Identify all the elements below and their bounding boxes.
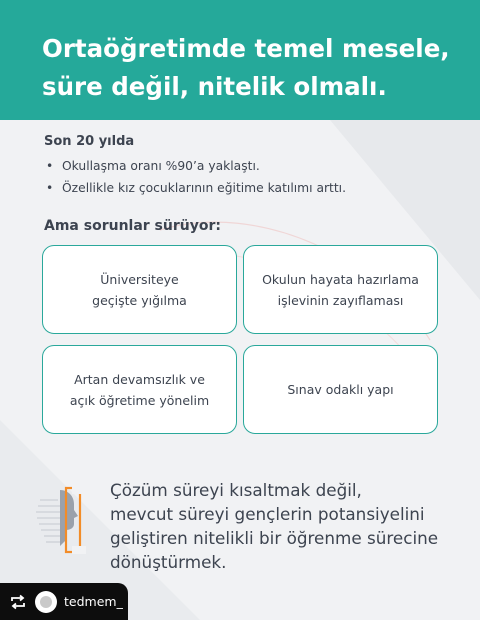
problems-heading: Ama sorunlar sürüyor: [44,218,221,234]
problem-card-exam-focus [243,345,438,434]
problem-card-absenteeism [42,345,237,434]
card-line: açık öğretime yönelim [69,392,210,408]
card-line: geçişte yığılma [92,292,187,308]
bullet-item: • Özellikle kız çocuklarının eğitime katılımı arttı. [44,177,346,199]
repost-username[interactable]: tedmem_ [64,594,123,609]
conclusion-line: geliştiren nitelikli bir öğrenme sürecine [110,528,439,548]
avatar[interactable] [35,591,57,613]
conclusion-line: mevcut süreyi gençlerin potansiyelini [110,504,425,524]
header-banner [0,0,480,120]
conclusion-line: dönüştürmek. [110,552,227,572]
repost-attribution[interactable] [0,583,128,620]
card-line: Okulun hayata hazırlama [262,271,419,287]
intro-bullet-list [44,155,346,199]
conclusion-line: Çözüm süreyi kısaltmak değil, [110,480,362,500]
problem-card-university [42,245,237,334]
card-line: Artan devamsızlık ve [74,371,205,387]
bullet-item: • Okullaşma oranı %90’a yaklaştı. [44,155,346,177]
head-silhouette-icon [36,486,86,554]
repost-icon [9,593,27,611]
problem-card-life-preparation [243,245,438,334]
intro-heading: Son 20 yılda [44,134,135,149]
page-title [42,30,462,106]
title-line-1: Ortaöğretimde temel mesele, [42,34,450,63]
conclusion-text [110,478,470,574]
title-line-2: süre değil, nitelik olmalı. [42,72,387,101]
card-line: işlevinin zayıflaması [277,292,404,308]
card-line: Sınav odaklı yapı [287,382,394,397]
card-line: Üniversiteye [100,271,179,287]
